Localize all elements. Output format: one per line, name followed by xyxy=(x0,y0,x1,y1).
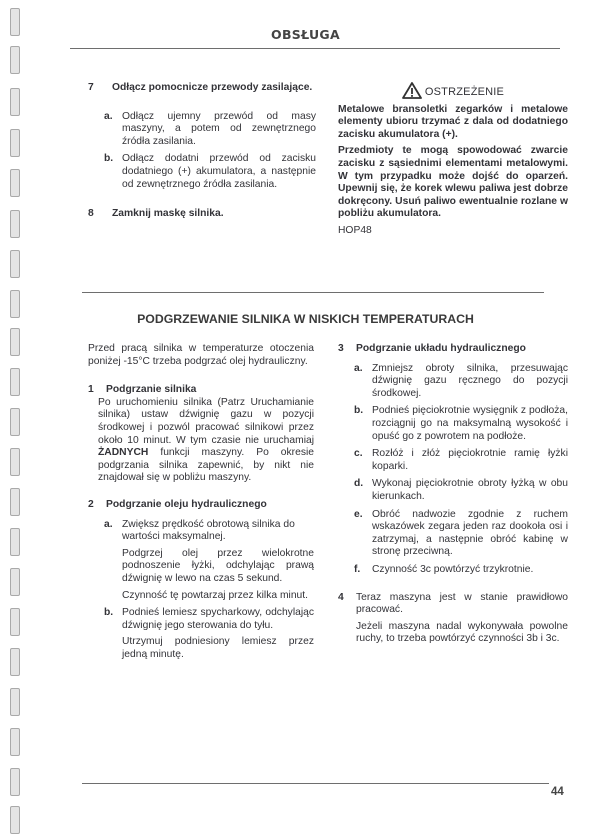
warning-header xyxy=(338,82,568,100)
substep-letter: e. xyxy=(354,508,363,520)
substep-c xyxy=(354,448,568,473)
substep-letter: a. xyxy=(104,110,113,122)
binding-hole xyxy=(10,728,20,756)
binding-hole xyxy=(10,768,20,796)
substep-letter: d. xyxy=(354,478,364,490)
warning-paragraph-2: Przedmioty te mogą spowodować zwarcie zacisku z sąsiednimi elementami metalowymi. W tym przypadku może dojść do oparzeń. Upewnij się, że korek wlewu paliwa jest dobrze dokręcony. Usuń paliwo ewentualnie rozlane w pobliżu akumulatora. xyxy=(338,145,568,220)
substep-letter: b. xyxy=(354,405,364,417)
step-title: Podgrzanie oleju hydraulicznego xyxy=(106,498,267,510)
step-title: Odłącz pomocnicze przewody zasilające. xyxy=(112,82,313,93)
substep-text: Podnieś pięciokrotnie wysięgnik z podłoża, rozciągnij go na maksymalną wysokość i opuść go z powrotem na podłoże. xyxy=(372,405,568,442)
substep-d xyxy=(354,478,568,503)
substep-text: Utrzymuj podniesiony lemiesz przez jedną minutę. xyxy=(122,636,314,660)
substep-a xyxy=(104,519,314,603)
section-title: PODGRZEWANIE SILNIKA W NISKICH TEMPERATURACH xyxy=(137,312,474,326)
page-header-title: OBSŁUGA xyxy=(271,27,340,42)
substep-b xyxy=(104,153,316,191)
binding-hole xyxy=(10,568,20,596)
substep-letter: b. xyxy=(104,153,114,165)
step-8 xyxy=(88,208,316,221)
step-number: 2 xyxy=(88,498,94,510)
step-number: 3 xyxy=(338,343,344,354)
binding-hole xyxy=(10,806,20,834)
step-text: Jeżeli maszyna nadal wykonywała powolne ruchy, to trzeba powtórzyć czynności 3b i 3c. xyxy=(356,620,568,645)
step-1 xyxy=(88,384,314,485)
step-text: Teraz maszyna jest w stanie prawidłowo pracować. xyxy=(356,591,568,616)
step-3 xyxy=(338,343,568,356)
step-number: 1 xyxy=(88,384,94,396)
binding-hole xyxy=(10,488,20,516)
substep-text: Wykonaj pięciokrotnie obroty łyżką w obu kierunkach. xyxy=(372,478,568,502)
bottom-right-column xyxy=(338,343,568,646)
substep-text: Podgrzej olej przez wielokrotne podnoszenie łyżki, odchylając prawą dźwignię w lewo na czas 5 sekund. xyxy=(122,547,314,584)
substep-letter: a. xyxy=(354,362,363,374)
substep-text: Zmniejsz obroty silnika, przesuwając dźwignię gazu ręcznego do pozycji środkowej. xyxy=(372,362,568,399)
binding-hole xyxy=(10,528,20,556)
step-title: Podgrzanie układu hydraulicznego xyxy=(356,343,526,354)
substep-e xyxy=(354,509,568,559)
header-rule xyxy=(70,48,560,49)
warning-paragraph-1: Metalowe bransoletki zegarków i metalowe elementy ubioru trzymać z dala od dodatniego zacisku akumulatora (+). xyxy=(338,103,568,140)
substep-text: Czynność 3c powtórzyć trzykrotnie. xyxy=(372,563,534,575)
step-title: Podgrzanie silnika xyxy=(106,384,197,396)
step-text-part: funkcji maszyny. Po okresie podgrzania silnika zapewnić, by nikt nie znajdował się w pobliżu maszyny. xyxy=(98,447,314,484)
substep-text: Czynność tę powtarzaj przez kilka minut. xyxy=(122,589,308,601)
step-7 xyxy=(88,82,316,95)
bottom-left-column xyxy=(88,343,314,666)
step-number: 8 xyxy=(88,208,94,220)
binding-hole xyxy=(10,448,20,476)
step-text-emphasis: ŻADNYCH xyxy=(98,447,149,459)
page-number: 44 xyxy=(551,786,564,798)
binding-hole xyxy=(10,328,20,356)
footer-rule xyxy=(82,783,549,784)
section-intro: Przed pracą silnika w temperaturze otoczenia poniżej -15°C trzeba podgrzać olej hydrauliczny. xyxy=(88,343,314,367)
binding-holes xyxy=(10,0,24,825)
warning-triangle-icon xyxy=(402,82,422,99)
substep-letter: a. xyxy=(104,518,113,530)
binding-hole xyxy=(10,129,20,157)
substep-letter: f. xyxy=(354,563,361,575)
binding-hole xyxy=(10,169,20,197)
binding-hole xyxy=(10,88,20,116)
binding-hole xyxy=(10,688,20,716)
substep-b xyxy=(354,405,568,443)
warning-box xyxy=(338,82,568,238)
substep-letter: b. xyxy=(104,607,114,619)
step-number: 7 xyxy=(88,82,94,93)
binding-hole xyxy=(10,648,20,676)
substep-f xyxy=(354,564,568,577)
substep-a xyxy=(354,363,568,401)
step-2 xyxy=(88,499,314,512)
binding-hole xyxy=(10,210,20,238)
binding-hole xyxy=(10,608,20,636)
step-title: Zamknij maskę silnika. xyxy=(112,208,224,220)
substep-text: Obróć nadwozie zgodnie z ruchem wskazówek zegara jeden raz dookoła osi i zatrzymaj, a następnie obróć kabinę w stronę przeciwną. xyxy=(372,508,568,558)
warning-title: OSTRZEŻENIE xyxy=(424,86,505,98)
substep-text: Podnieś lemiesz spycharkowy, odchylając dźwignię jego sterowania do tyłu. xyxy=(122,607,314,631)
substep-text: Odłącz ujemny przewód od masy maszyny, a potem od zewnętrznego źródła zasilania. xyxy=(122,110,316,147)
warning-code: HOP48 xyxy=(338,224,372,236)
substep-letter: c. xyxy=(354,448,363,460)
binding-hole xyxy=(10,46,20,74)
binding-hole xyxy=(10,368,20,396)
binding-hole xyxy=(10,250,20,278)
step-text-part: Po uruchomieniu silnika (Patrz Uruchamianie silnika) ustaw dźwignię gazu w pozycji środkowej i pozwól pracować silnikowi przez około 10 minut. W tym czasie nie uruchamiaj xyxy=(98,396,314,446)
substep-text: Zwiększ prędkość obrotową silnika do wartości maksymalnej. xyxy=(122,518,295,543)
substep-b xyxy=(104,607,314,661)
substep-text: Odłącz dodatni przewód od zacisku dodatniego (+) akumulatora, a następnie od zewnętrznego źródła zasilania. xyxy=(122,153,316,190)
top-left-column xyxy=(88,82,316,221)
substep-text: Rozłóż i złóż pięciokrotnie ramię łyżki koparki. xyxy=(372,448,568,472)
section-rule xyxy=(82,292,544,293)
step-text xyxy=(88,397,314,485)
step-4 xyxy=(338,592,568,646)
step-number: 4 xyxy=(338,591,344,603)
substep-a xyxy=(104,111,316,149)
binding-hole xyxy=(10,408,20,436)
